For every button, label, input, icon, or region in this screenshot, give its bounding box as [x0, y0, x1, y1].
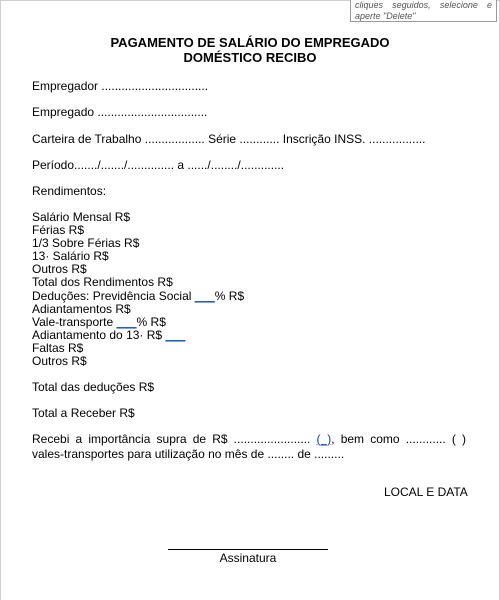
total-deducoes-line: Total das deduções R$ [32, 380, 155, 394]
signature-line [168, 549, 328, 550]
rendimentos-heading: Rendimentos: [32, 184, 107, 198]
outros-rendimentos-line: Outros R$ [32, 262, 87, 276]
salario-mensal-line: Salário Mensal R$ [32, 210, 131, 224]
receipt-paren-field[interactable]: (_) [316, 432, 332, 446]
um-terco-ferias-line: 1/3 Sobre Férias R$ [32, 236, 140, 250]
receipt-text-part-1: Recebi a importância supra de R$ ....................... [32, 432, 317, 446]
receipt-text-part-2: , bem como ............ ( ) vales-transportes para utilização no mês de ........ de ......... [32, 432, 466, 461]
adiantamentos-line: Adiantamentos R$ [32, 302, 131, 316]
adiantamento-13-field[interactable]: ___ [165, 328, 186, 342]
deducoes-label: Deduções: Previdência Social [32, 289, 192, 303]
previdencia-percent-field[interactable]: ___ [194, 289, 215, 303]
document-title-line-2: DOMÉSTICO RECIBO [183, 50, 317, 65]
adiantamento-13-label: Adiantamento do 13· R$ [32, 328, 163, 342]
carteira-trabalho-field: Carteira de Trabalho .................. Série ............ Inscrição INSS. ................. [32, 132, 426, 146]
signature-label: Assinatura [219, 551, 277, 565]
vale-transporte-percent-field[interactable]: ___ [116, 315, 137, 329]
receipt-statement [32, 432, 466, 462]
vale-transporte-label: Vale-transporte [32, 315, 114, 329]
empregado-field: Empregado ................................. [32, 105, 208, 119]
faltas-line: Faltas R$ [32, 341, 84, 355]
decimo-terceiro-line: 13· Salário R$ [32, 249, 109, 263]
page-border-left [0, 0, 1, 600]
outros-deducoes-line: Outros R$ [32, 354, 87, 368]
vale-transporte-suffix: % R$ [136, 315, 166, 329]
instruction-note: cliques seguidos, selecione e aperte "Delete" [350, 0, 497, 22]
periodo-field: Período......./......./.............. a ....../......../............. [32, 158, 285, 172]
local-e-data: LOCAL E DATA [384, 485, 468, 499]
deducoes-suffix: % R$ [214, 289, 245, 303]
ferias-line: Férias R$ [32, 223, 85, 237]
total-receber-line: Total a Receber R$ [32, 406, 135, 420]
total-rendimentos-line: Total dos Rendimentos R$ [32, 275, 173, 289]
document-title-line-1: PAGAMENTO DE SALÁRIO DO EMPREGADO [110, 35, 390, 50]
empregador-field: Empregador ................................ [32, 79, 209, 93]
